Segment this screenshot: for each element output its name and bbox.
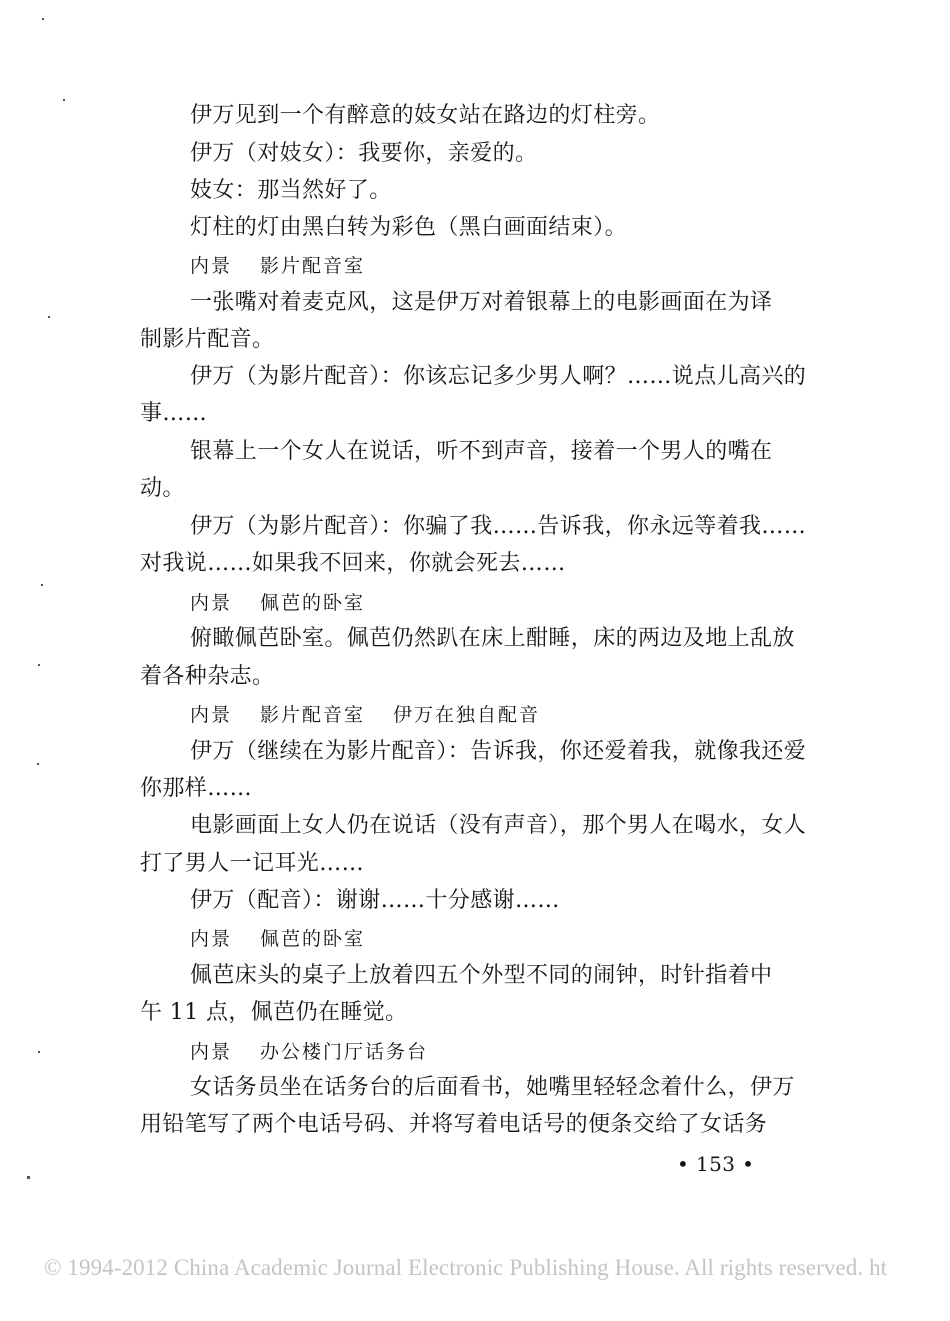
body-line: 伊万（对妓女）：我要你，亲爱的。 xyxy=(190,141,538,166)
scene-heading xyxy=(190,702,540,728)
body-line: 对我说……如果我不回来，你就会死去…… xyxy=(140,551,566,576)
scan-speck xyxy=(37,763,39,765)
scene-heading-place: 佩芭的卧室 xyxy=(260,928,366,950)
scene-heading-place: 影片配音室 xyxy=(260,704,366,726)
scene-heading-type: 内景 xyxy=(190,704,233,726)
body-line: 佩芭床头的桌子上放着四五个外型不同的闹钟，时针指着中 xyxy=(190,963,773,988)
body-line: 伊万（配音）：谢谢……十分感谢…… xyxy=(190,888,560,913)
scene-heading xyxy=(190,590,365,616)
body-line: 事…… xyxy=(140,401,208,426)
body-line: 银幕上一个女人在说话，听不到声音，接着一个男人的嘴在 xyxy=(190,439,773,464)
scene-heading xyxy=(190,253,365,279)
body-line: 制影片配音。 xyxy=(140,327,275,352)
scan-speck xyxy=(42,18,44,20)
page-number: • 153 • xyxy=(677,1152,755,1176)
body-line: 妓女：那当然好了。 xyxy=(190,178,392,203)
body-line: 俯瞰佩芭卧室。佩芭仍然趴在床上酣睡，床的两边及地上乱放 xyxy=(190,626,795,651)
body-line: 着各种杂志。 xyxy=(140,664,275,689)
scene-heading-type: 内景 xyxy=(190,592,233,614)
body-line: 伊万（为影片配音）：你该忘记多少男人啊？……说点儿高兴的 xyxy=(190,364,807,389)
scene-heading-place: 办公楼门厅话务台 xyxy=(260,1041,429,1063)
body-line: 伊万见到一个有醉意的妓女站在路边的灯柱旁。 xyxy=(190,103,661,128)
scene-heading-place: 佩芭的卧室 xyxy=(260,592,366,614)
scan-speck xyxy=(48,316,50,318)
body-line: 用铅笔写了两个电话号码、并将写着电话号的便条交给了女话务 xyxy=(140,1112,768,1137)
body-line: 电影画面上女人仍在说话（没有声音），那个男人在喝水，女人 xyxy=(190,813,807,838)
body-line: 你那样…… xyxy=(140,776,253,801)
scan-speck xyxy=(38,664,40,666)
body-line: 打了男人一记耳光…… xyxy=(140,851,365,876)
scan-speck xyxy=(41,584,43,586)
body-line: 伊万（继续在为影片配音）：告诉我，你还爱着我，就像我还爱 xyxy=(190,739,807,764)
body-line: 动。 xyxy=(140,476,185,501)
scan-speck xyxy=(63,99,65,101)
scan-speck xyxy=(38,1051,40,1053)
scene-heading-type: 内景 xyxy=(190,928,233,950)
scene-heading-extra: 伊万在独自配音 xyxy=(393,704,541,726)
body-line: 灯柱的灯由黑白转为彩色（黑白画面结束）。 xyxy=(190,215,628,240)
scene-heading-type: 内景 xyxy=(190,1041,233,1063)
body-line: 午 11 点，佩芭仍在睡觉。 xyxy=(140,1000,408,1025)
body-line: 伊万（为影片配音）：你骗了我……告诉我，你永远等着我…… xyxy=(190,514,807,539)
scene-heading-type: 内景 xyxy=(190,255,233,277)
scene-heading-place: 影片配音室 xyxy=(260,255,366,277)
body-line: 一张嘴对着麦克风，这是伊万对着银幕上的电影画面在为译 xyxy=(190,290,773,315)
scan-speck xyxy=(27,1176,30,1179)
body-line: 女话务员坐在话务台的后面看书，她嘴里轻轻念着什么，伊万 xyxy=(190,1075,795,1100)
scene-heading xyxy=(190,1039,428,1065)
copyright-watermark: © 1994-2012 China Academic Journal Electronic Publishing House. All rights reserved. ht xyxy=(44,1255,888,1280)
scene-heading xyxy=(190,926,365,952)
